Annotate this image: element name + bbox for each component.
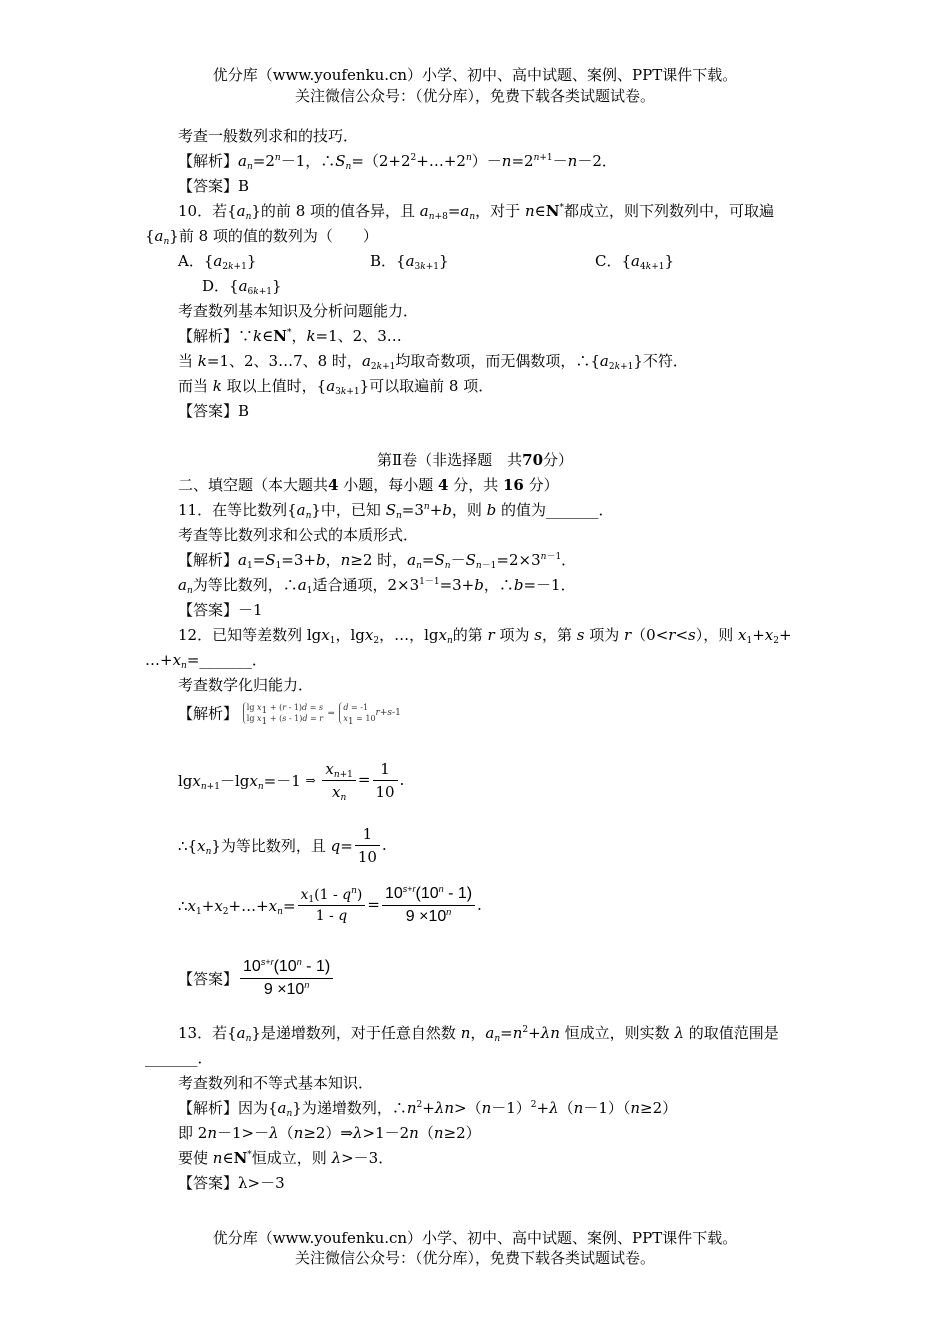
q12-analysis-geometric: $\therefore\{x_n\}$为等比数列，且 q= $\frac{1}{10}$ ． <box>178 825 397 866</box>
equation-system-left: $\lg x_1 + (r - 1)d = s$ $\lg x_1 + (s - 1)d = r$ <box>243 702 323 724</box>
q11-analysis-1: 【解析】$a_1=S_1=3+b$，n≥2 时，$a_n=S_n-S_{n-1}=2\times 3^{n-1}$． <box>178 551 577 571</box>
q9-note: 考查一般数列求和的技巧． <box>178 127 359 145</box>
section-2-title: 第Ⅱ卷（非选择题 共70分） <box>376 451 574 469</box>
one-tenth-fraction: $\frac{1}{10}$ <box>373 760 398 801</box>
q10-analysis-3: 而当 k 取以上值时，$\{a_{3k+1}\}$可以取遍前 8 项． <box>178 377 494 397</box>
q13-analysis-2: 即 2n－1>－λ（n≥2）⇒λ>1－2n（n≥2） <box>178 1124 481 1142</box>
q13-stem-1: 13．若$\{a_n\}$是递增数列，对于任意自然数 n，$a_n=n^2+\lambda n$ 恒成立，则实数 λ 的取值范围是 <box>178 1024 779 1044</box>
q11-analysis-2: $a_n$为等比数列，$\therefore a_1$适合通项，$2\times 3^{1-1}=3+b$，∴b=－1． <box>178 576 576 596</box>
q13-note: 考查数列和不等式基本知识． <box>178 1074 374 1092</box>
q10-stem-1: 10．若$\{a_n\}$的前 8 项的值各异，且 $a_{n+8}=a_n$，对于 n∈N*都成立，则下列数列中，可取遍 <box>178 202 774 222</box>
sum-formula-fraction: $\frac{x_1(1 - q^n)}{1 - q}$ <box>298 887 366 924</box>
q10-answer: 【答案】B <box>178 402 250 420</box>
fill-section-title: 二、填空题（本大题共4 小题，每小题 4 分，共 16 分） <box>178 476 559 494</box>
header-line-1: 优分库（www.youfenku.cn）小学、初中、高中试题、案例、PPT课件下载。 <box>212 66 738 84</box>
answer-fraction: $\frac{10^{s+r}(10^n - 1)}{9 \times 10^n}$ <box>240 958 333 999</box>
ratio-fraction: $\frac{x_{n+1}}{x_n}$ <box>322 760 356 801</box>
q12-analysis-system: 【解析】 $\lg x_1 + (r - 1)d = s$ $\lg x_1 + (s - 1)d = r$ ⇒ d = -1 $x_1 = 10^{r+s-1}$ <box>178 703 401 727</box>
q9-answer: 【答案】B <box>178 177 250 195</box>
equation-system-right: d = -1 $x_1 = 10^{r+s-1}$ <box>339 702 400 724</box>
q11-note: 考查等比数列求和公式的本质形式． <box>178 526 419 544</box>
q10-stem-2: $\{a_n\}$前 8 项的值的数列为（ ） <box>145 227 378 247</box>
q10-option-b: B．$\{a_{3k+1}\}$ <box>370 252 449 272</box>
q9-analysis: 【解析】$a_n=2^n-1$，$\therefore S_n=(2+2^2+\dots+2^n)-n=2^{n+1}-n-2$． <box>178 152 617 172</box>
footer-line-1: 优分库（www.youfenku.cn）小学、初中、高中试题、案例、PPT课件下载。 <box>212 1229 738 1247</box>
q12-analysis-ratio: lgx$_{n+1}$－lgx$_n$=－1 ⇒ $\frac{x_{n+1}}{x_n}$ = $\frac{1}{10}$ ． <box>178 760 415 803</box>
q11-answer: 【答案】－1 <box>178 601 263 619</box>
q13-analysis-1: 【解析】因为$\{a_n\}$为递增数列，$\therefore n^2+\lambda n>(n-1)^2+\lambda(n-1)(n\ge 2)$ <box>178 1099 678 1119</box>
sum-result-fraction: $\frac{10^{s+r}(10^n - 1)}{9 \times 10^n}$ <box>382 885 475 926</box>
q10-option-c: C．$\{a_{4k+1}\}$ <box>595 252 675 272</box>
q12-stem-1: 12．已知等差数列 lgx$_1$，lgx$_2$，…，lgx$_n$的第 r 项为 s，第 s 项为 r（0<r<s），则 $x_1+x_2+$ <box>178 626 792 646</box>
q10-analysis-2: 当 k=1、2、3…7、8 时，$a_{2k+1}$均取奇数项，而无偶数项，$\therefore\{a_{2k+1}\}$不符． <box>178 352 688 372</box>
header-line-2: 关注微信公众号：（优分库），免费下载各类试题试卷。 <box>294 87 655 105</box>
q13-stem-2: _______． <box>145 1049 213 1067</box>
q13-answer: 【答案】λ>－3 <box>178 1174 285 1192</box>
q12-stem-2: $\dots+x_n=\_\_\_\_\_\_\_$． <box>145 651 267 671</box>
q13-analysis-3: 要使 n∈N*恒成立，则 λ>－3． <box>178 1149 394 1167</box>
q12-analysis-sum: $\therefore x_1+x_2+\dots+x_n=$ $\frac{x_1(1 - q^n)}{1 - q}$ = $\frac{10^{s+r}(10^n - 1)}{9 \times 10^n}$ ． <box>178 884 493 925</box>
q10-option-a: A．$\{a_{2k+1}\}$ <box>178 252 257 272</box>
q11-stem: 11．在等比数列$\{a_n\}$中，已知 $S_n=3^n+b$，则 b 的值为_______． <box>178 501 614 521</box>
q10-analysis-1: 【解析】∵k∈N*，k=1、2、3… <box>178 327 402 345</box>
q10-note: 考查数列基本知识及分析问题能力． <box>178 302 419 320</box>
footer-line-2: 关注微信公众号：（优分库），免费下载各类试题试卷。 <box>294 1249 655 1267</box>
q12-answer: 【答案】 $\frac{10^{s+r}(10^n - 1)}{9 \times 10^n}$ <box>178 958 335 999</box>
q10-option-d: D．$\{a_{6k+1}\}$ <box>202 277 282 297</box>
q12-note: 考查数学化归能力． <box>178 676 314 694</box>
